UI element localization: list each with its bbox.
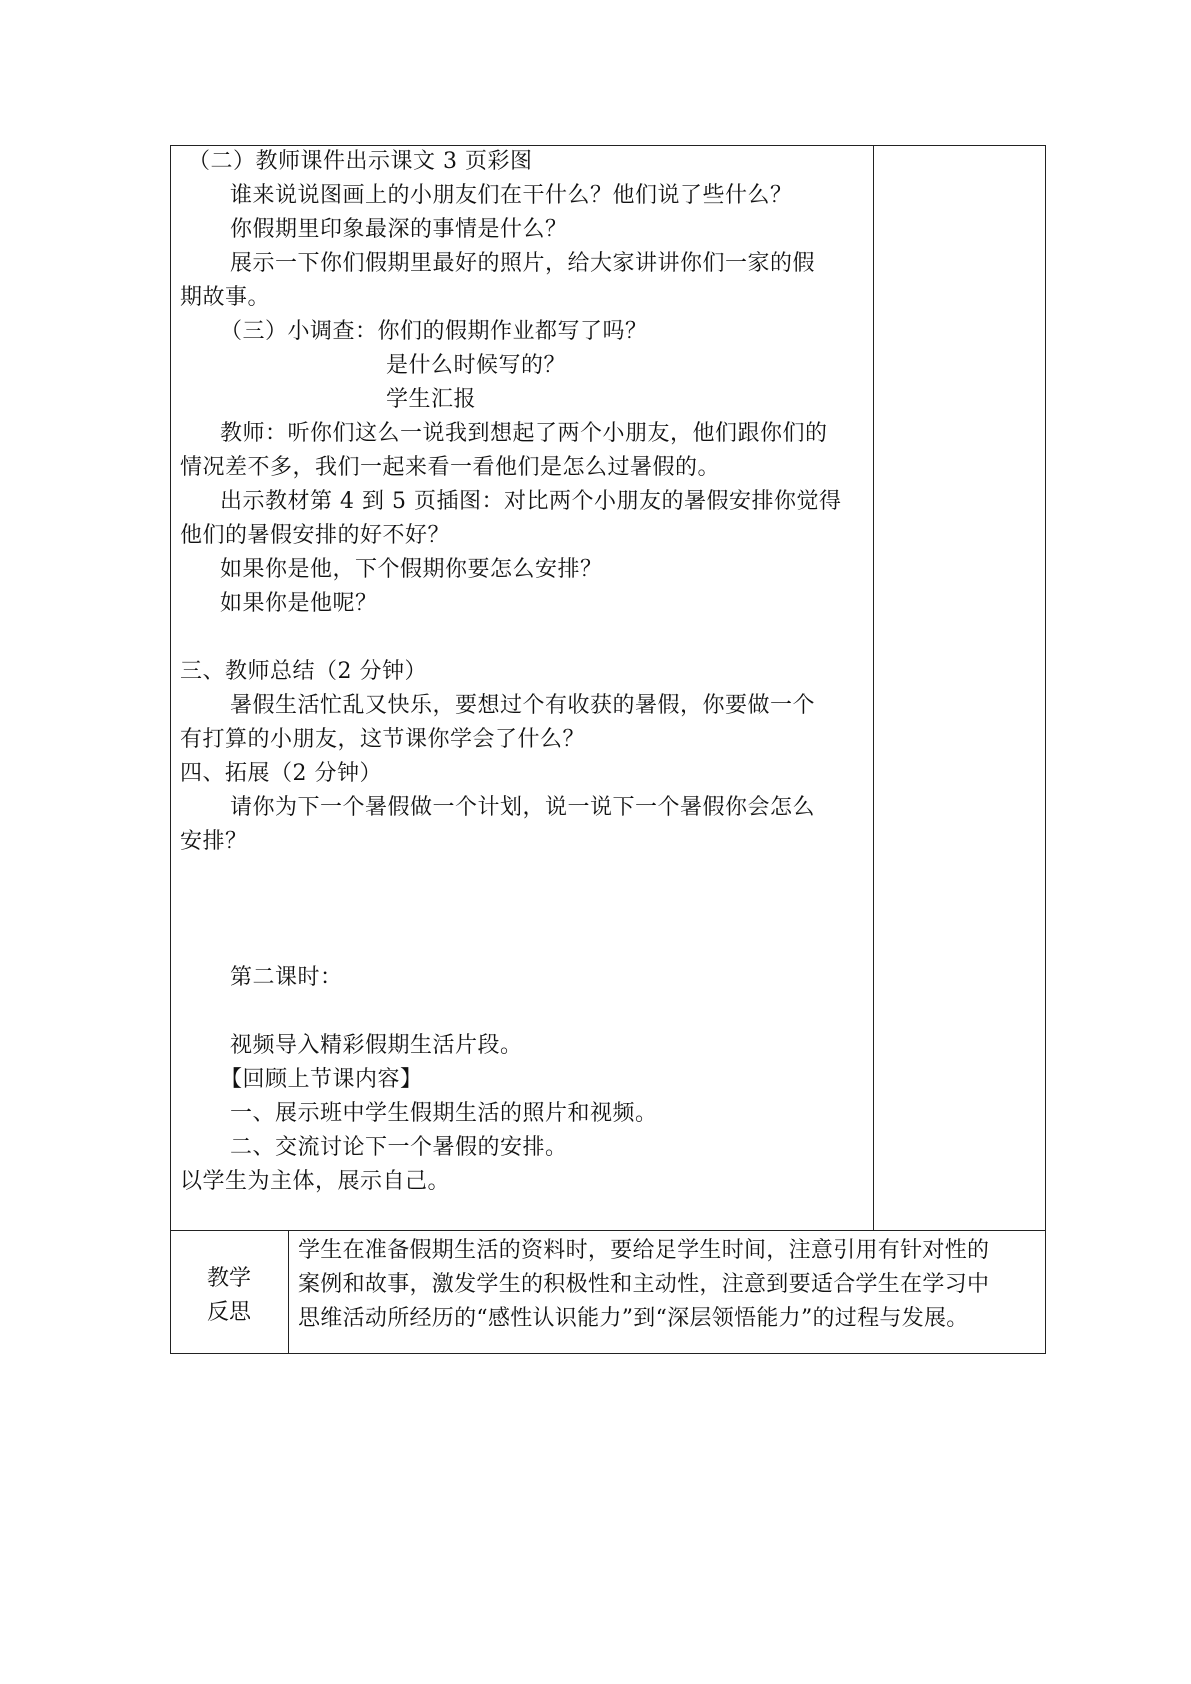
lesson-content-cell [180,145,870,1199]
lesson-line: 学生汇报 [386,387,477,412]
reflection-line: 思维活动所经历的“感性认识能力”到“深层领悟能力”的过程与发展。 [298,1306,969,1331]
lesson-line: 教师：听你们这么一说我到想起了两个小朋友，他们跟你们的 [220,421,828,446]
reflection-label-line: 教学 [206,1266,251,1291]
lesson-line: 出示教材第 4 到 5 页插图：对比两个小朋友的暑假安排你觉得 [220,489,842,514]
lesson-line: 他们的暑假安排的好不好？ [180,523,451,548]
reflection-row-divider [170,1230,1046,1231]
lesson-line: 以学生为主体，展示自己。 [180,1169,451,1194]
lesson-line: 你假期里印象最深的事情是什么？ [230,217,568,242]
reflection-label-line: 反思 [206,1300,251,1325]
lesson-line: 是什么时候写的？ [386,353,567,378]
reflection-content-cell [298,1234,1043,1336]
section-heading: 三、教师总结（2 分钟） [180,659,427,684]
lesson-line: 期故事。 [180,285,271,310]
lesson-line: 情况差不多，我们一起来看一看他们是怎么过暑假的。 [180,455,721,480]
lesson-line: 视频导入精彩假期生活片段。 [230,1033,523,1058]
lesson-line: 二、交流讨论下一个暑假的安排。 [230,1135,568,1160]
lesson-line: 暑假生活忙乱又快乐，要想过个有收获的暑假，你要做一个 [230,693,816,718]
lesson-line: 一、展示班中学生假期生活的照片和视频。 [230,1101,658,1126]
lesson-line: 如果你是他，下个假期你要怎么安排？ [220,557,603,582]
lesson-line: 【回顾上节课内容】 [220,1067,423,1092]
reflection-line: 学生在准备假期生活的资料时，要给足学生时间，注意引用有针对性的 [298,1238,990,1263]
lesson-line: 如果你是他呢？ [220,591,378,616]
lesson-line: 有打算的小朋友，这节课你学会了什么？ [180,727,586,752]
reflection-line: 案例和故事，激发学生的积极性和主动性，注意到要适合学生在学习中 [298,1272,990,1297]
section-heading: 四、拓展（2 分钟） [180,761,382,786]
lesson-line: （三）小调查：你们的假期作业都写了吗？ [220,319,648,344]
reflection-label [170,1262,288,1330]
section-heading: 第二课时： [230,965,343,990]
lesson-line: 请你为下一个暑假做一个计划，说一说下一个暑假你会怎么 [230,795,816,820]
notes-column-divider [873,145,874,1230]
lesson-line: 安排？ [180,829,248,854]
lesson-line: 展示一下你们假期里最好的照片，给大家讲讲你们一家的假 [230,251,816,276]
lesson-line: （二）教师课件出示课文 3 页彩图 [188,149,533,174]
lesson-line: 谁来说说图画上的小朋友们在干什么？他们说了些什么？ [230,183,793,208]
reflection-label-divider [288,1230,289,1354]
